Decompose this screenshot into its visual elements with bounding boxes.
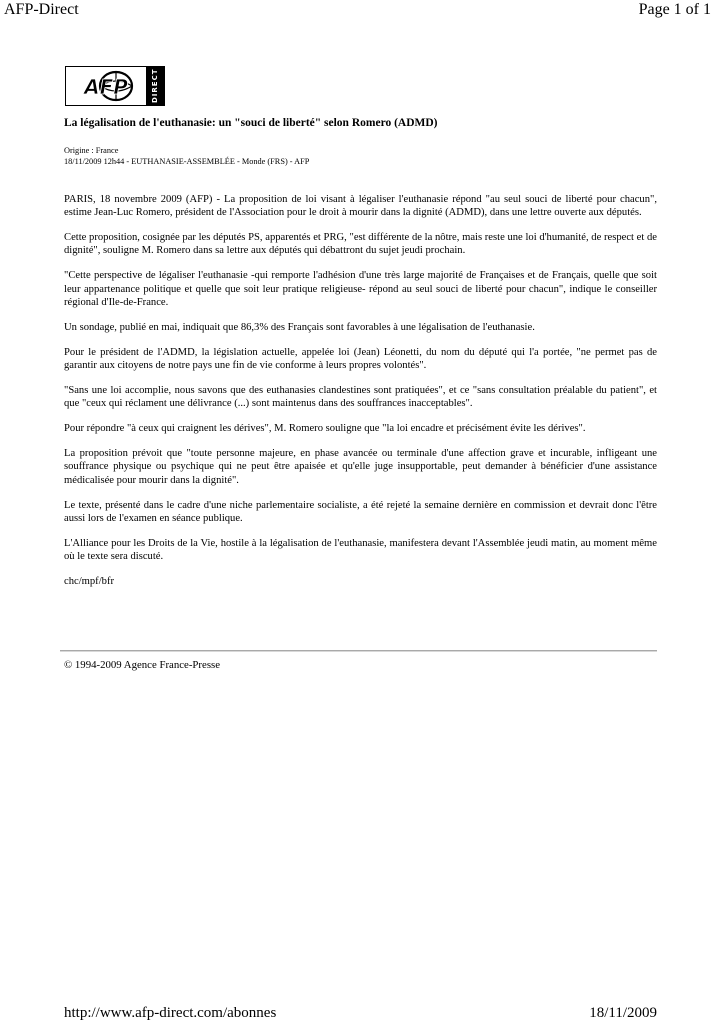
article-dateline-meta: 18/11/2009 12h44 - EUTHANASIE-ASSEMBLÉE - Monde (FRS) - AFP	[64, 157, 310, 166]
article-title: La légalisation de l'euthanasie: un "souci de liberté" selon Romero (ADMD)	[64, 117, 438, 129]
afp-globe-icon	[66, 68, 146, 104]
afp-logo-mark	[66, 67, 146, 105]
article-origin: Origine : France	[64, 146, 119, 155]
page-header-source: AFP-Direct	[4, 1, 79, 18]
article-paragraph: Pour le président de l'ADMD, la législation actuelle, appelée loi (Jean) Léonetti, du nom du député qui l'a portée, "ne permet pas de garantir aux citoyens de notre pays une fin de vie conforme à leurs propres volontés".	[64, 346, 657, 372]
article-paragraph: PARIS, 18 novembre 2009 (AFP) - La proposition de loi visant à légaliser l'euthanasie répond "au seul souci de liberté pour chacun", estime Jean-Luc Romero, président de l'Association pour le droit à mourir dans la dignité (ADMD), dans une lettre ouverte aux députés.	[64, 194, 657, 219]
logo-direct-label: DIRECT	[146, 67, 164, 105]
article-body	[64, 193, 657, 600]
divider	[60, 650, 657, 652]
article-paragraph: Pour répondre "à ceux qui craignent les dérives", M. Romero souligne que "la loi encadre et précisément évite les dérives".	[64, 423, 586, 435]
article-signature: chc/mpf/bfr	[64, 575, 115, 587]
article-paragraph: L'Alliance pour les Droits de la Vie, hostile à la légalisation de l'euthanasie, manifestera devant l'Assemblée jeudi matin, au moment même où le texte sera discuté.	[64, 537, 657, 562]
article-paragraph: Le texte, présenté dans le cadre d'une niche parlementaire socialiste, a été rejeté la semaine dernière en commission et devrait donc l'être aussi lors de l'examen en séance publique.	[64, 499, 657, 524]
page-footer-date: 18/11/2009	[589, 1005, 657, 1021]
article-paragraph: "Cette perspective de légaliser l'euthanasie -qui remporte l'adhésion d'une très large majorité de Françaises et de Français, quelle que soit leur appartenance politique et quelle que soit leur pratique religieuse- répond au seul souci de liberté pour chacun", indique le conseiller régional d'Ile-de-France.	[64, 270, 657, 308]
page-header-page-number: Page 1 of 1	[638, 1, 711, 18]
article-paragraph: Cette proposition, cosignée par les députés PS, apparentés et PRG, "est différente de la nôtre, mais reste une loi d'humanité, de respect et de dignité", souligne M. Romero dans sa lettre aux députés qui débattront du sujet jeudi prochain.	[64, 232, 657, 257]
article-meta	[64, 145, 664, 167]
page-footer-url: http://www.afp-direct.com/abonnes	[64, 1005, 277, 1021]
afp-logo-text: AFP	[84, 75, 128, 99]
article-paragraph: "Sans une loi accomplie, nous savons que des euthanasies clandestines sont pratiquées", et ce "sans consultation préalable du patient", et que "ceux qui réclament une délivrance (...) sont maintenus dans des souffrances inacceptables".	[64, 384, 657, 410]
article-paragraph: Un sondage, publié en mai, indiquait que 86,3% des Français sont favorables à une légalisation de l'euthanasie.	[64, 321, 535, 333]
article-paragraph: La proposition prévoit que "toute personne majeure, en phase avancée ou terminale d'une affection grave et incurable, infligeant une souffrance physique ou psychique qui ne peut être apaisée et qu'elle juge insupportable, peut demander à bénéficier d'une assistance médicalisée pour mourir dans la dignité".	[64, 448, 657, 486]
afp-direct-logo	[65, 66, 165, 106]
copyright-notice: © 1994-2009 Agence France-Presse	[64, 659, 221, 671]
